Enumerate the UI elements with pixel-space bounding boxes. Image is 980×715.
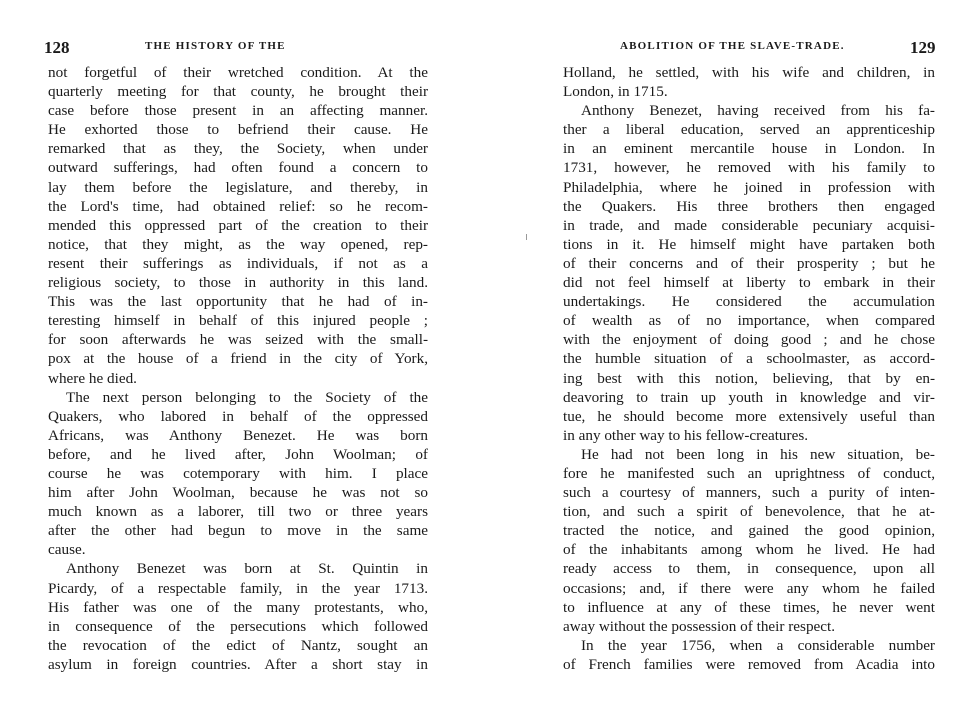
text-line: His father was one of the many protestants, who,	[48, 598, 428, 616]
text-line: where he died.	[48, 369, 137, 387]
right-page	[490, 0, 980, 715]
text-line: mended this oppressed part of the creation to their	[48, 216, 428, 234]
text-line: The next person belonging to the Society of the	[66, 388, 428, 406]
text-line: the Quakers. His three brothers then engaged	[563, 197, 935, 215]
text-line: Anthony Benezet was born at St. Quintin in	[66, 560, 428, 578]
left-page-body	[48, 63, 428, 674]
text-line: fore he manifested such an uprightness of conduct,	[563, 464, 935, 482]
text-line: in an eminent mercantile house in London. In	[563, 140, 935, 158]
text-line: in trade, and made considerable pecuniary acquisi-	[563, 216, 935, 234]
text-line: away without the possession of their respect.	[563, 617, 836, 635]
text-line: He exhorted those to befriend their cause. He	[48, 121, 428, 139]
text-line: lay them before the legislature, and thereby, in	[48, 178, 428, 196]
text-line: for soon afterwards he was seized with the small-	[48, 331, 428, 349]
left-page-number: 128	[44, 38, 70, 57]
text-line: of wealth as of no importance, when compared	[563, 312, 935, 330]
text-line: much known as a laborer, till two or three years	[48, 503, 428, 521]
text-line: In the year 1756, when a considerable number	[581, 636, 935, 654]
text-line: pox at the house of a friend in the city of York,	[48, 350, 428, 368]
text-line: ther a liberal education, served an apprenticeship	[563, 121, 935, 139]
text-line: quarterly meeting for that county, he brought their	[48, 83, 428, 101]
text-line: deavoring to train up youth in knowledge and vir-	[563, 388, 935, 406]
text-line: of their concerns and of their prosperity ; but he	[563, 254, 935, 272]
text-line: undertakings. He considered the accumulation	[563, 293, 935, 311]
text-line: teresting himself in behalf of this injured people ;	[48, 312, 428, 330]
text-line: case before those present in an affecting manner.	[48, 102, 428, 120]
text-line: him after John Woolman, because he was not so	[48, 484, 428, 502]
right-page-body	[563, 63, 935, 674]
text-line: such a courtesy of manners, such a purity of inten-	[563, 484, 935, 502]
text-line: resent their sufferings as individuals, if not as a	[48, 254, 428, 272]
text-line: after the other had begun to move in the same	[48, 522, 428, 540]
text-line: the Lord's time, had obtained relief: so he recom-	[48, 197, 428, 215]
text-line: Philadelphia, where he joined in profession with	[563, 178, 935, 196]
text-line: 1731, however, he removed with his family to	[563, 159, 935, 177]
right-running-head: ABOLITION OF THE SLAVE-TRADE.	[620, 40, 845, 52]
text-line: in any other way to his fellow-creatures.	[563, 426, 809, 444]
text-line: course he was cotemporary with him. I place	[48, 464, 428, 482]
text-line: not forgetful of their wretched condition. At the	[48, 64, 428, 81]
text-line: Picardy, of a respectable family, in the year 1713.	[48, 579, 428, 597]
text-line: religious society, to those in authority in this land.	[48, 274, 428, 292]
text-line: Anthony Benezet, having received from his fa-	[581, 102, 935, 120]
text-line: notice, that they might, as the way opened, rep-	[48, 235, 428, 253]
text-line: Quakers, who labored in behalf of the oppressed	[48, 407, 428, 425]
text-line: of French families were removed from Acadia into	[563, 655, 935, 673]
text-line: tracted the notice, and gained the good opinion,	[563, 522, 935, 540]
text-line: London, in 1715.	[563, 83, 668, 101]
text-line: the humble situation of a schoolmaster, as accord-	[563, 350, 935, 368]
text-line: cause.	[48, 541, 86, 559]
right-page-number: 129	[910, 38, 936, 57]
text-line: in consequence of the persecutions which followed	[48, 617, 428, 635]
text-line: before, and he lived after, John Woolman; of	[48, 445, 428, 463]
text-line: with the enjoyment of doing good ; and he chose	[563, 331, 935, 349]
text-line: He had not been long in his new situation, be-	[581, 445, 935, 463]
text-line: outward sufferings, had often found a concern to	[48, 159, 428, 177]
text-line: This was the last opportunity that he had of in-	[48, 293, 428, 311]
text-line: ing best with this notion, believing, that by en-	[563, 369, 935, 387]
text-line: the revocation of the edict of Nantz, sought an	[48, 636, 428, 654]
text-line: Holland, he settled, with his wife and children, in	[563, 64, 935, 81]
text-line: tions in it. He himself might have partaken both	[563, 235, 935, 253]
text-line: did not feel himself at liberty to embark in their	[563, 274, 935, 292]
left-running-head: THE HISTORY OF THE	[145, 40, 286, 52]
text-line: of the inhabitants among whom he lived. He had	[563, 541, 935, 559]
text-line: tion, and such a spirit of benevolence, that he at-	[563, 503, 935, 521]
text-line: Africans, was Anthony Benezet. He was born	[48, 426, 428, 444]
text-line: to influence at any of these times, he never went	[563, 598, 935, 616]
text-line: asylum in foreign countries. After a short stay in	[48, 655, 428, 673]
text-line: ready access to them, in consequence, upon all	[563, 560, 935, 578]
text-line: remarked that as they, the Society, when under	[48, 140, 428, 158]
text-line: occasions; and, if there were any whom he failed	[563, 579, 935, 597]
text-line: tue, he should become more extensively useful than	[563, 407, 935, 425]
